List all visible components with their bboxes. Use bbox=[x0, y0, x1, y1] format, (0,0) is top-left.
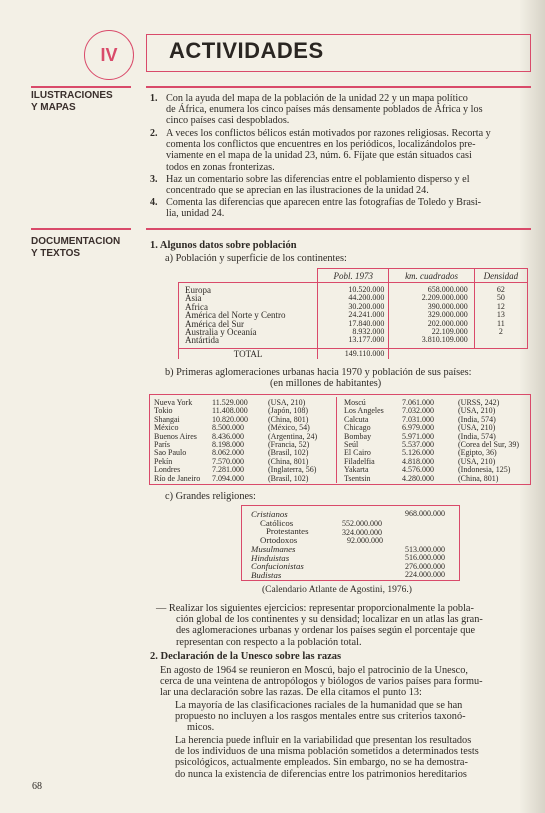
city-population: 7.094.000 bbox=[212, 473, 244, 483]
city-name: Los Angeles bbox=[344, 406, 384, 416]
item-number: 3. bbox=[150, 174, 158, 185]
city-country: (China, 801) bbox=[268, 456, 309, 466]
city-name: Londres bbox=[154, 465, 181, 475]
table-cell-population bbox=[318, 283, 389, 349]
city-name: Río de Janeiro bbox=[154, 473, 201, 483]
cell-text: 10.520.000 bbox=[348, 285, 385, 294]
text-line: representan con respecto a la población total. bbox=[176, 636, 362, 648]
text-line: Haz un comentario sobre las diferencias entre el poblamiento disperso y el bbox=[166, 174, 470, 185]
text-line: La herencia puede influir en la variabilidad que presentan los resultados bbox=[175, 735, 472, 746]
religion-value: 224.000.000 bbox=[405, 570, 445, 579]
religion-value: 968.000.000 bbox=[405, 509, 445, 518]
quote-paragraph-2 bbox=[175, 735, 528, 780]
religion-label: Hinduistas bbox=[251, 552, 290, 563]
city-population: 7.570.000 bbox=[212, 456, 244, 466]
religion-label: Cristianos bbox=[251, 509, 288, 519]
city-name: Sao Paulo bbox=[154, 448, 187, 458]
activity-item bbox=[146, 93, 531, 128]
city-name: Shangai bbox=[154, 414, 180, 424]
city-country: (USA, 210) bbox=[268, 398, 306, 407]
cell-text: Africa bbox=[185, 301, 208, 312]
city-population: 10.820.000 bbox=[212, 414, 248, 424]
unit-number: IV bbox=[100, 44, 118, 65]
city-population: 6.979.000 bbox=[402, 423, 434, 433]
religion-label: Ortodoxos bbox=[260, 534, 298, 545]
item1-heading: 1. Algunos datos sobre población bbox=[150, 240, 297, 251]
cell-text: 2.209.000.000 bbox=[421, 293, 468, 303]
section-rule-left bbox=[31, 86, 131, 88]
cell-text: América del Sur bbox=[185, 318, 244, 329]
religion-value: 92.000.000 bbox=[347, 536, 383, 545]
section-rule-right bbox=[146, 228, 531, 230]
cell-text: Antártida bbox=[185, 335, 219, 346]
city-country: (Brasil, 102) bbox=[268, 448, 309, 458]
city-population: 5.126.000 bbox=[402, 448, 434, 458]
cell-text: 30.200.000 bbox=[348, 301, 385, 311]
cell-text: 50 bbox=[496, 293, 505, 303]
item2-paragraph bbox=[160, 665, 528, 699]
text-line: de los individuos de una misma población sometidos a determinados tests bbox=[175, 746, 479, 758]
city-country: (Argentina, 24) bbox=[268, 431, 318, 441]
section-label-documentacion bbox=[31, 236, 120, 260]
city-population: 11.408.000 bbox=[212, 406, 248, 416]
text-line: — Realizar los siguientes ejercicios: representar proporcionalmente la pobla- bbox=[156, 603, 474, 614]
table-body-row bbox=[179, 283, 528, 349]
city-population: 7.031.000 bbox=[402, 414, 434, 424]
table-empty bbox=[474, 348, 527, 359]
cell-text: 17.840.000 bbox=[348, 318, 385, 328]
text-line: lar una declaración sobre las razas. De ella citamos el punto 13: bbox=[160, 687, 422, 699]
city-population: 4.818.000 bbox=[402, 456, 434, 466]
exercise-paragraph bbox=[156, 603, 526, 648]
cell-text: 13.177.000 bbox=[348, 335, 385, 345]
part-a-label: a) Población y superficie de los continentes: bbox=[165, 253, 347, 264]
cell-text: 44.200.000 bbox=[348, 293, 385, 303]
cell-text: 3.810.109.000 bbox=[421, 335, 468, 345]
section-label-ilustraciones bbox=[31, 90, 113, 114]
religion-value: 552.000.000 bbox=[342, 519, 382, 528]
activity-item bbox=[146, 174, 531, 197]
table-cell-continents bbox=[179, 283, 318, 349]
city-name: Moscú bbox=[344, 398, 366, 407]
religion-value: 516.000.000 bbox=[405, 553, 445, 562]
cell-text: 2 bbox=[498, 327, 503, 337]
text-line: de África, enumera los cinco países más densamente poblados de África y los bbox=[166, 104, 483, 116]
text-line: todos en zonas fronterizas. bbox=[166, 161, 275, 173]
text-line: psicológicos, actualmente empleados. Sin embargo, no se ha demostra- bbox=[175, 757, 468, 769]
city-name: Tokio bbox=[154, 406, 173, 416]
cell-text: 62 bbox=[496, 285, 505, 294]
city-country: (México, 54) bbox=[268, 423, 310, 433]
text-line: comenta los conflictos que encuentres en los periódicos, localizándolos pre- bbox=[166, 139, 476, 151]
city-population: 8.500.000 bbox=[212, 423, 244, 433]
religion-value: 276.000.000 bbox=[405, 561, 445, 571]
section-label-line: DOCUMENTACION bbox=[31, 236, 121, 247]
city-country: (USA, 210) bbox=[458, 406, 496, 416]
activity-item bbox=[146, 128, 531, 174]
text-line: Con la ayuda del mapa de la población de la unidad 22 y un mapa político bbox=[166, 93, 468, 104]
text-line: concentrado que se aprecian en las ilustraciones de la unidad 24. bbox=[166, 185, 429, 197]
city-country: (URSS, 242) bbox=[458, 398, 500, 407]
item-text bbox=[166, 93, 530, 127]
city-population: 5.971.000 bbox=[402, 431, 434, 441]
cell-text: 390.000.000 bbox=[427, 301, 468, 311]
text-line: lia, unidad 24. bbox=[166, 208, 225, 220]
item-number: 2. bbox=[150, 128, 158, 139]
text-line: En agosto de 1964 se reunieron en Moscú, bajo el patrocinio de la Unesco, bbox=[160, 665, 468, 676]
city-name: Bombay bbox=[344, 431, 372, 441]
cell-text: 329.000.000 bbox=[427, 310, 468, 320]
city-population: 8.198.000 bbox=[212, 439, 244, 449]
city-name: Calcuta bbox=[344, 414, 369, 424]
table-total-label: TOTAL bbox=[179, 348, 318, 359]
cell-text: 12 bbox=[496, 301, 505, 311]
city-population: 4.576.000 bbox=[402, 465, 434, 475]
city-country: (China, 801) bbox=[458, 473, 499, 483]
city-name: Filadelfia bbox=[344, 456, 375, 466]
city-country: (Brasil, 102) bbox=[268, 473, 309, 483]
religion-label: Confucionistas bbox=[251, 561, 304, 571]
source-citation: (Calendario Atlante de Agostini, 1976.) bbox=[262, 585, 412, 595]
city-name: Seúl bbox=[344, 439, 359, 449]
city-country: (Egipto, 36) bbox=[458, 448, 497, 458]
cell-text: 8.932.000 bbox=[352, 327, 385, 337]
population-table bbox=[178, 268, 528, 359]
city-country: (China, 801) bbox=[268, 414, 309, 424]
item-number: 1. bbox=[150, 93, 158, 104]
section-label-line: Y TEXTOS bbox=[31, 248, 81, 259]
city-country: (USA, 210) bbox=[458, 456, 496, 466]
city-country: (India, 574) bbox=[458, 431, 496, 441]
city-population: 4.280.000 bbox=[402, 473, 434, 483]
city-name: París bbox=[154, 439, 170, 449]
table-empty bbox=[389, 348, 474, 359]
cell-text bbox=[479, 336, 523, 344]
table-header: km. cuadrados bbox=[389, 269, 474, 283]
text-line: des aglomeraciones urbanas y ordenar los países según el porcentaje que bbox=[176, 625, 476, 637]
city-name: Chicago bbox=[344, 423, 371, 433]
table-cell-area bbox=[389, 283, 474, 349]
religion-label: Protestantes bbox=[266, 526, 309, 536]
cell-text: 13 bbox=[496, 310, 505, 320]
city-country: (Corea del Sur, 39) bbox=[458, 439, 519, 449]
text-line: Comenta las diferencias que aparecen entre las fotografías de Toledo y Brasi- bbox=[166, 197, 482, 208]
section-label-line: ILUSTRACIONES bbox=[31, 90, 113, 101]
city-country: (Francia, 52) bbox=[268, 439, 310, 449]
table-total-value: 149.110.000 bbox=[318, 348, 389, 359]
cell-text: 202.000.000 bbox=[427, 318, 468, 328]
cell-text: 22.109.000 bbox=[431, 327, 468, 337]
quote-paragraph-1 bbox=[175, 700, 528, 734]
text-line: La mayoría de las clasificaciones raciales de la humanidad que se han bbox=[175, 700, 463, 711]
city-name: Pekín bbox=[154, 456, 173, 466]
city-name: Nueva York bbox=[154, 398, 193, 407]
city-name: Yakarta bbox=[344, 465, 369, 475]
text-line: cinco países casi despoblados. bbox=[166, 115, 290, 127]
text-line: cerca de una veintena de antropólogos y biólogos de varios países para formu- bbox=[160, 676, 483, 688]
religion-value: 513.000.000 bbox=[405, 544, 445, 554]
table-header-empty bbox=[179, 269, 318, 283]
religion-label: Católicos bbox=[260, 517, 294, 528]
unit-number-circle bbox=[84, 30, 134, 80]
text-line: ción global de los continentes y su densidad; localizar en un atlas las gran- bbox=[176, 614, 483, 626]
part-c-label: c) Grandes religiones: bbox=[165, 491, 256, 502]
city-country: (India, 574) bbox=[458, 414, 496, 424]
city-country: (Inglaterra, 56) bbox=[268, 465, 317, 475]
cities-divider bbox=[336, 397, 337, 483]
text-line: micos. bbox=[187, 722, 215, 734]
city-name: Buenos Aires bbox=[154, 431, 197, 441]
activity-item bbox=[146, 197, 531, 220]
cell-text: Australia y Oceanía bbox=[185, 327, 257, 338]
item-text bbox=[166, 197, 530, 219]
item-text bbox=[166, 128, 530, 173]
city-population: 7.281.000 bbox=[212, 465, 244, 475]
city-country: (Indonesia, 125) bbox=[458, 465, 511, 475]
city-population: 8.436.000 bbox=[212, 431, 244, 441]
cell-text: 658.000.000 bbox=[427, 285, 468, 294]
cell-text: 11 bbox=[497, 318, 505, 328]
section-rule-right bbox=[146, 86, 531, 88]
city-population: 7.032.000 bbox=[402, 406, 434, 416]
cell-text: Europa bbox=[185, 285, 211, 295]
text-line: A veces los conflictos bélicos están motivados por razones religiosas. Recorta y bbox=[166, 128, 491, 139]
table-total-row bbox=[179, 348, 528, 359]
section-label-line: Y MAPAS bbox=[31, 102, 76, 113]
religion-value: 324.000.000 bbox=[342, 527, 382, 537]
religion-label: Budistas bbox=[251, 569, 282, 580]
city-population: 5.537.000 bbox=[402, 439, 434, 449]
section-rule-left bbox=[31, 228, 131, 230]
cell-text: 24.241.000 bbox=[348, 310, 385, 320]
item-text bbox=[166, 174, 530, 196]
text-line: viamente en el mapa de la unidad 23, núm. 6. Fíjate que están situados casi bbox=[166, 150, 472, 162]
page-title: ACTIVIDADES bbox=[169, 38, 324, 63]
item2-heading: 2. Declaración de la Unesco sobre las razas bbox=[150, 651, 342, 662]
religions-box bbox=[241, 505, 460, 581]
cell-text: Asia bbox=[185, 293, 202, 304]
text-line: propuesto no incluyen a los rasgos mentales entre sus criterios taxonó- bbox=[175, 711, 466, 723]
table-header: Densidad bbox=[474, 269, 527, 283]
part-b-label: b) Primeras aglomeraciones urbanas hacia 1970 y población de sus países: bbox=[165, 367, 472, 378]
cities-box bbox=[149, 394, 531, 485]
city-name: México bbox=[154, 423, 179, 433]
city-name: Tsentsin bbox=[344, 473, 371, 483]
city-population: 8.062.000 bbox=[212, 448, 244, 458]
table-header-row bbox=[179, 269, 528, 283]
text-line: do nunca la existencia de diferencias entre los patrimonios hereditarios bbox=[175, 768, 467, 780]
city-country: (USA, 210) bbox=[458, 423, 496, 433]
city-name: El Cairo bbox=[344, 448, 371, 458]
cell-text: América del Norte y Centro bbox=[185, 310, 286, 321]
item-number: 4. bbox=[150, 197, 158, 208]
city-population: 7.061.000 bbox=[402, 398, 434, 407]
part-b-units: (en millones de habitantes) bbox=[270, 378, 382, 389]
page-number: 68 bbox=[32, 781, 42, 792]
table-header: Pobl. 1973 bbox=[318, 269, 389, 283]
religion-label: Musulmanes bbox=[251, 544, 296, 554]
activities-list bbox=[146, 93, 531, 220]
city-country: (Japón, 108) bbox=[268, 406, 308, 416]
city-population: 11.529.000 bbox=[212, 398, 248, 407]
table-cell-density bbox=[474, 283, 527, 349]
